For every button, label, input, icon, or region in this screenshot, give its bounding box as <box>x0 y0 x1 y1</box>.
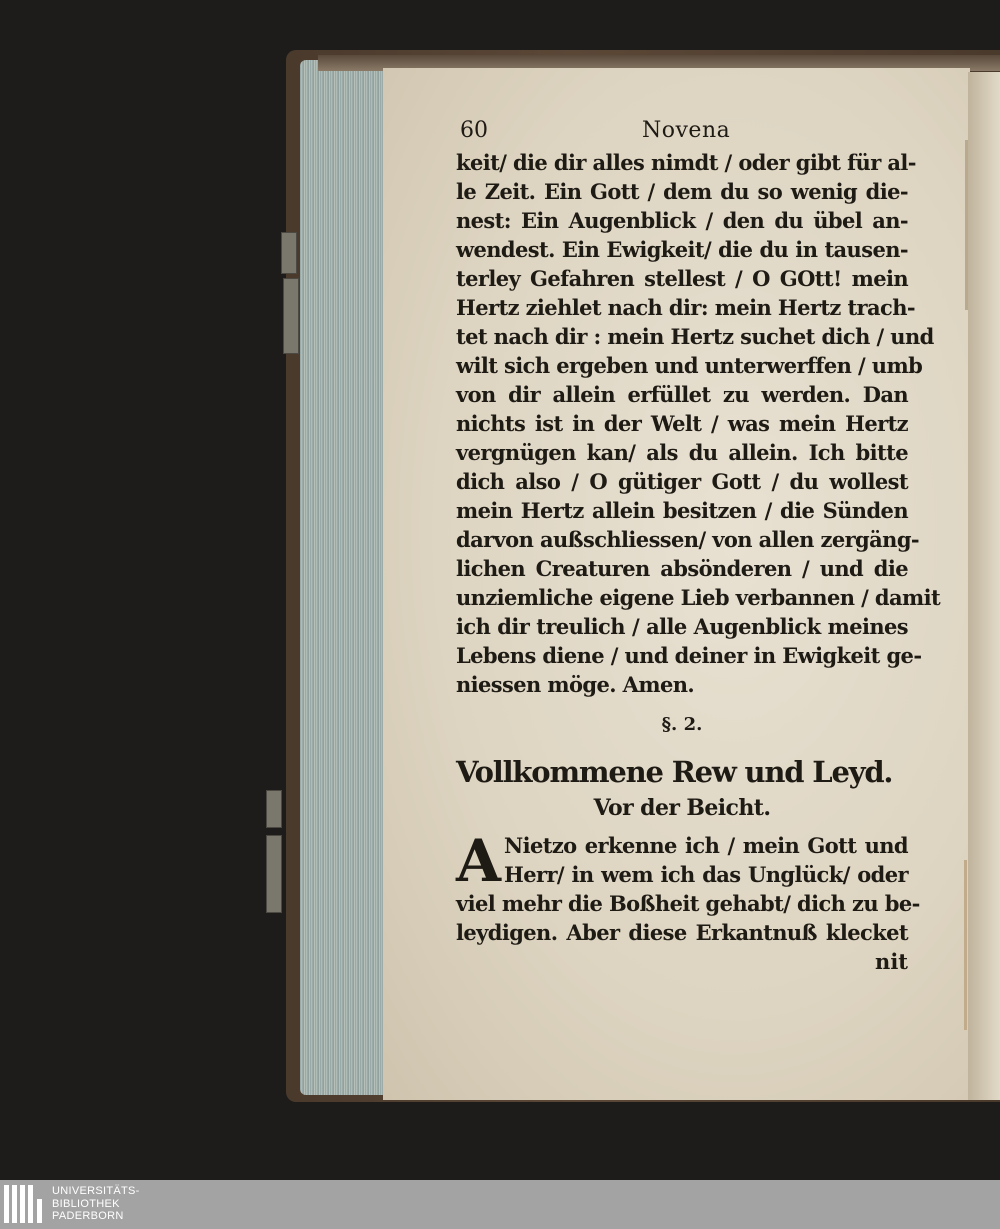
text-line: vergnügen kan/ als du allein. Ich bitte <box>456 440 908 465</box>
section-mark: §. 2. <box>661 714 703 735</box>
text-line: Hertz ziehlet nach dir: mein Hertz trach- <box>456 295 915 320</box>
text-line: dich also / O gütiger Gott / du wollest <box>456 469 908 494</box>
library-logo-icon <box>4 1185 44 1223</box>
paragraph-2 <box>456 827 920 947</box>
catchword: nit <box>875 949 908 974</box>
paragraph-1 <box>456 148 941 699</box>
text-line: Herr/ in wem ich das Unglück/ oder <box>504 862 908 887</box>
logo-line: UNIVERSITÄTS- <box>52 1185 140 1197</box>
text-line: von dir allein erfüllet zu werden. Dan <box>456 382 908 407</box>
text-line: keit/ die dir alles nimdt / oder gibt für al- <box>456 150 916 175</box>
text-line: niessen möge. Amen. <box>456 672 695 697</box>
section-subheading: Vor der Beicht. <box>593 795 771 821</box>
text-line: unziemliche eigene Lieb verbannen / damit <box>456 585 941 610</box>
page-crease <box>965 140 968 310</box>
page-number: 60 <box>460 118 488 143</box>
clasp-hinge <box>266 790 282 828</box>
section-heading: Vollkommene Rew und Leyd. <box>456 755 893 789</box>
text-line: viel mehr die Boßheit gehabt/ dich zu be- <box>456 891 920 916</box>
text-line: Nietzo erkenne ich / mein Gott und <box>504 833 908 858</box>
running-title: Novena <box>642 118 731 143</box>
clasp-hinge <box>281 232 297 274</box>
page-text <box>456 118 941 976</box>
clasp-hinge <box>283 278 299 354</box>
text-line: lichen Creaturen absönderen / und die <box>456 556 908 581</box>
text-line: wilt sich ergeben und unterwerffen / umb <box>456 353 923 378</box>
drop-cap: A <box>456 827 502 895</box>
text-line: terley Gefahren stellest / O GOtt! mein <box>456 266 908 291</box>
text-line: wendest. Ein Ewigkeit/ die du in tausen- <box>456 237 908 262</box>
text-line: darvon außschliessen/ von allen zergäng- <box>456 527 920 552</box>
text-line: Lebens diene / und deiner in Ewigkeit ge- <box>456 643 922 668</box>
text-line: mein Hertz allein besitzen / die Sünden <box>456 498 908 523</box>
library-logo-text <box>52 1185 140 1223</box>
facing-page-edge <box>968 72 1000 1100</box>
text-line: tet nach dir : mein Hertz suchet dich / und <box>456 324 934 349</box>
page-crease <box>964 860 967 1030</box>
text-line: ich dir treulich / alle Augenblick meines <box>456 614 908 639</box>
text-line: nest: Ein Augenblick / den du übel an- <box>456 208 908 233</box>
logo-line: BIBLIOTHEK <box>52 1197 120 1210</box>
text-line: leydigen. Aber diese Erkantnuß klecket <box>456 920 908 945</box>
page-edges <box>300 60 395 1095</box>
text-line: nichts ist in der Welt / was mein Hertz <box>456 411 908 436</box>
clasp-hinge <box>266 835 282 913</box>
logo-line: PADERBORN <box>52 1210 124 1222</box>
running-head <box>456 118 908 148</box>
text-line: le Zeit. Ein Gott / dem du so wenig die- <box>456 179 908 204</box>
footer-bar <box>0 1180 1000 1229</box>
